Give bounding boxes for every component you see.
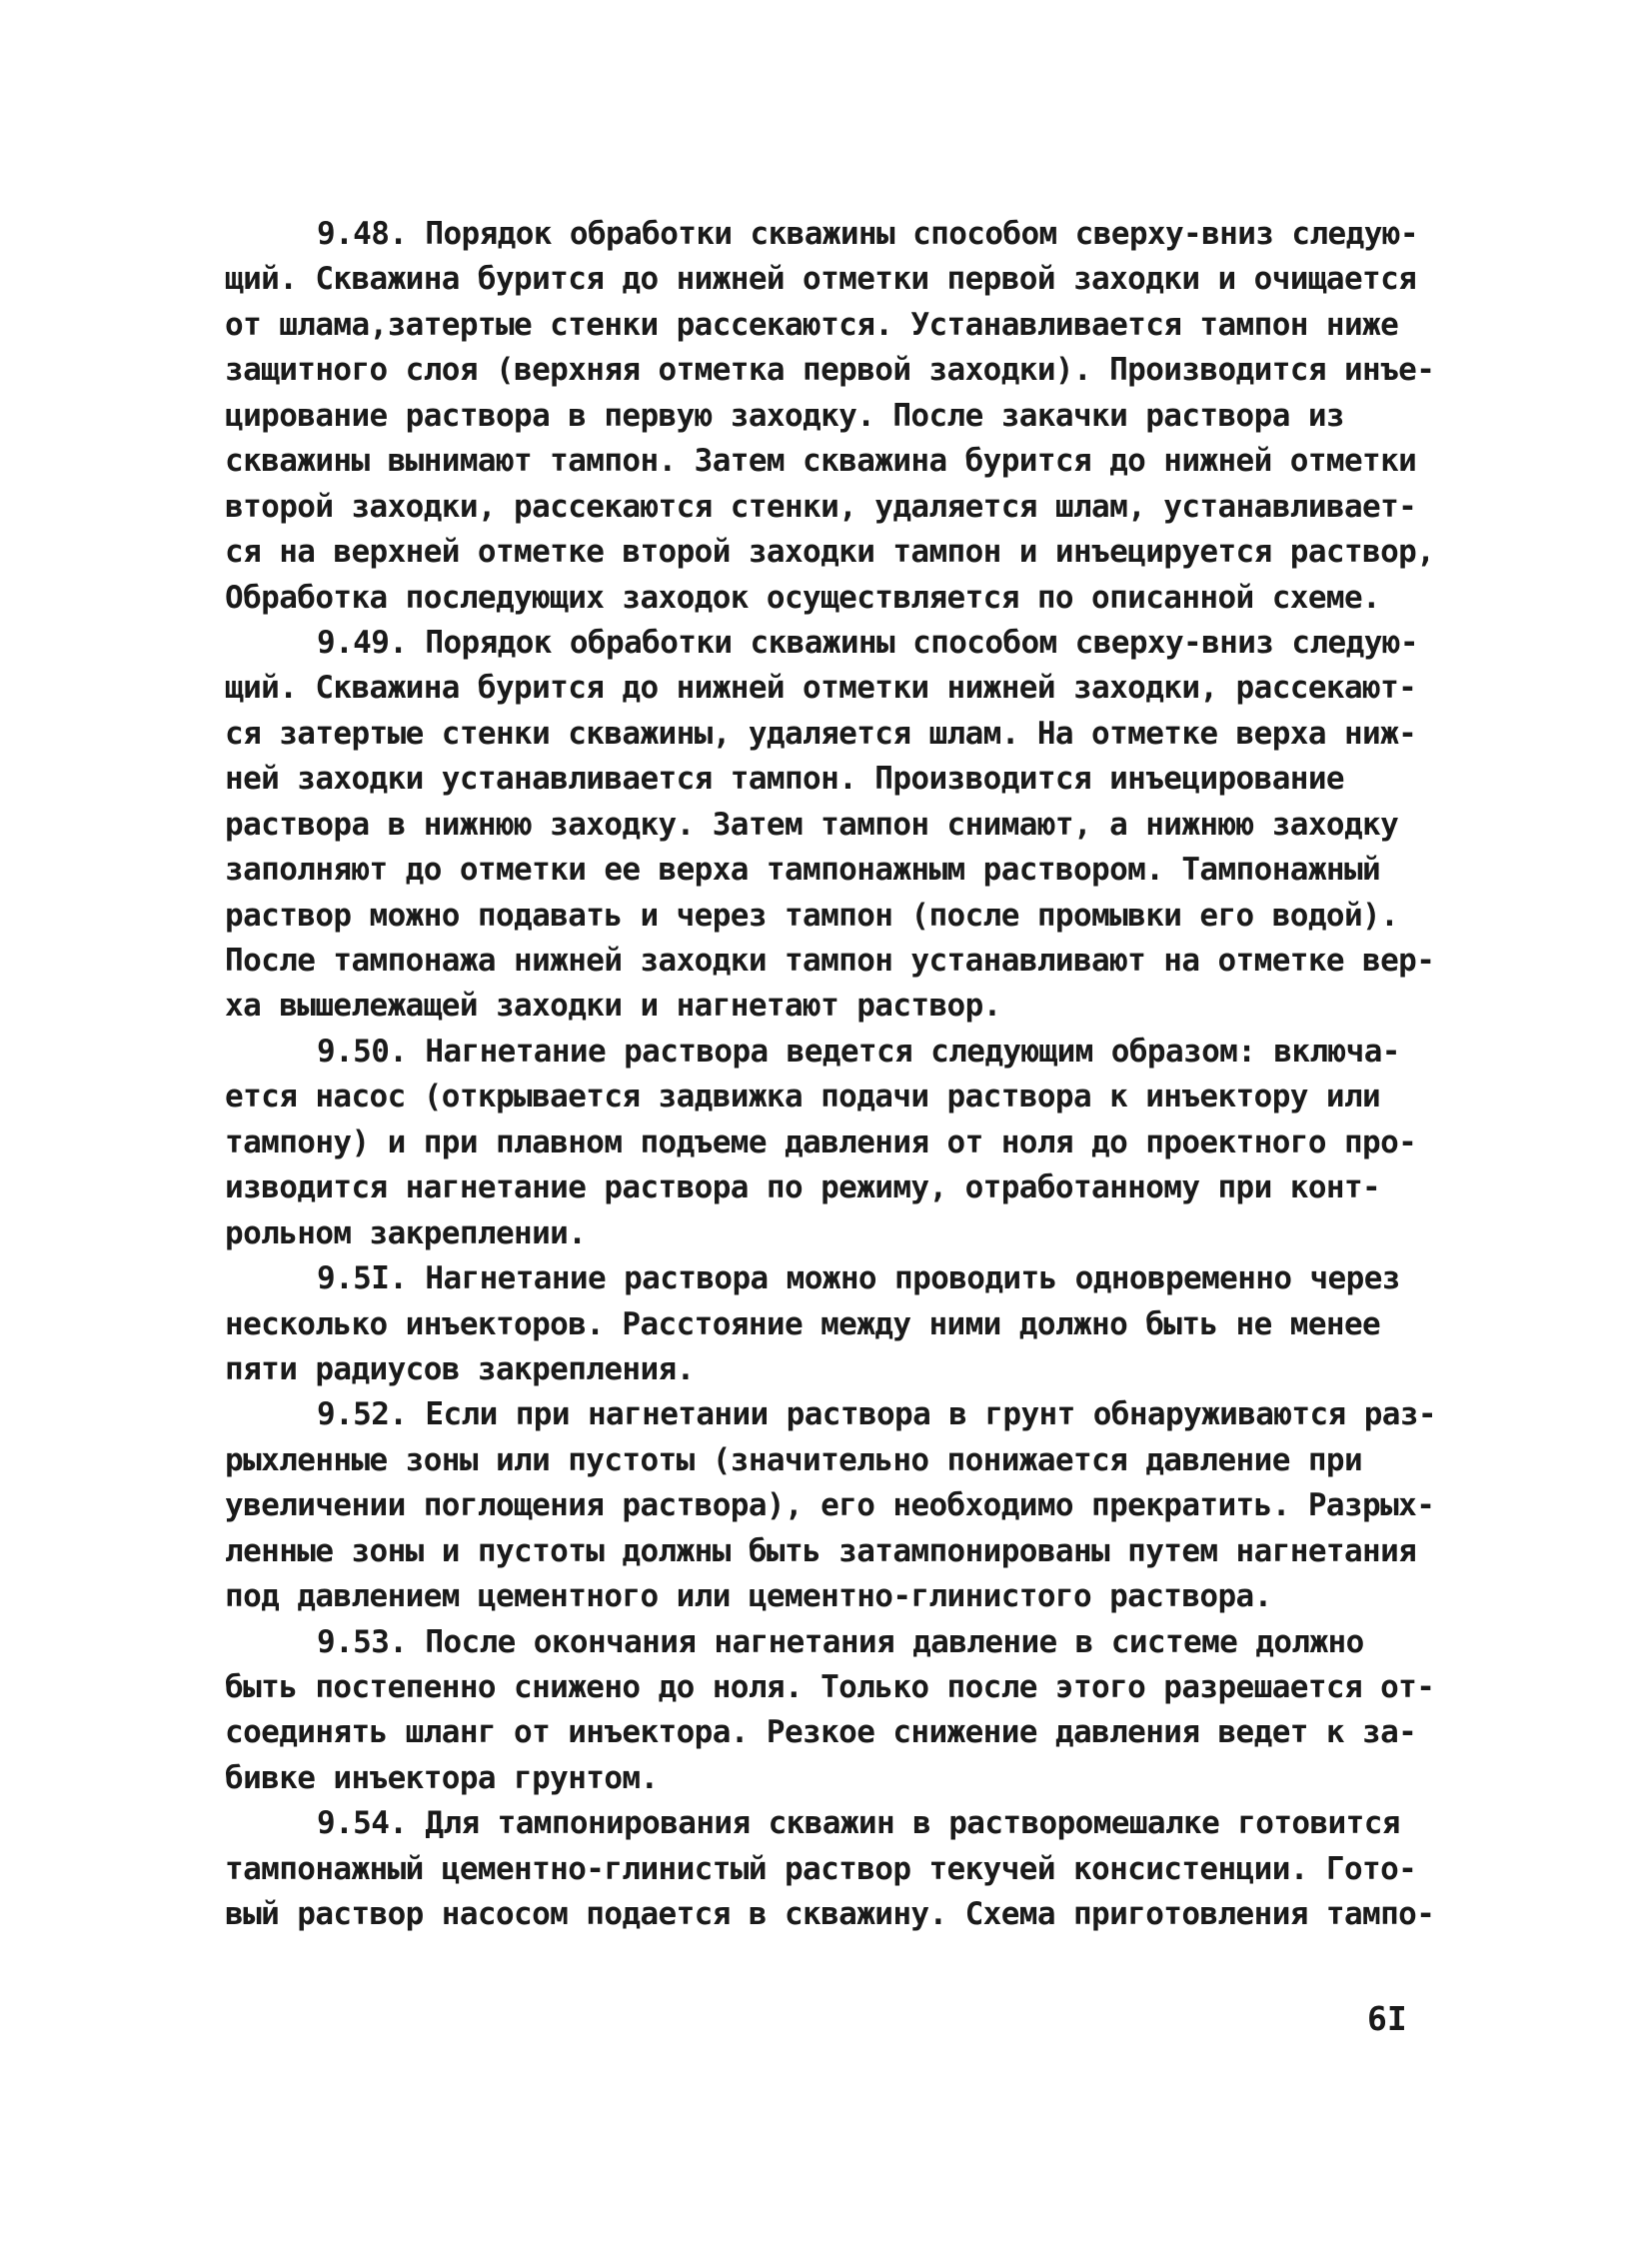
text-line: 9.52. Если при нагнетании раствора в грунт обнаруживаются раз- [317, 1396, 1436, 1433]
text-line: рыхленные зоны или пустоты (значительно понижается давление при [225, 1441, 1363, 1478]
text-line: После тампонажа нижней заходки тампон устанавливают на отметке вер- [225, 943, 1435, 979]
body-text [225, 212, 1434, 1938]
text-line: ха вышележащей заходки и нагнетают раствор. [225, 988, 1001, 1025]
text-line: бивке инъектора грунтом. [225, 1759, 659, 1796]
text-line: соединять шланг от инъектора. Резкое снижение давления ведет к за- [225, 1714, 1417, 1751]
text-line: раствор можно подавать и через тампон (после промывки его водой). [225, 897, 1399, 934]
text-line: ся на верхней отметке второй заходки тампон и инъецируется раствор, [225, 534, 1435, 571]
text-line: рольном закреплении. [225, 1214, 587, 1251]
text-line: ленные зоны и пустоты должны быть затампонированы путем нагнетания [225, 1532, 1417, 1569]
text-line: увеличении поглощения раствора), его необходимо прекратить. Разрых- [225, 1487, 1435, 1524]
text-line: изводится нагнетание раствора по режиму, отработанному при конт- [225, 1169, 1381, 1206]
text-line: тампонажный цементно-глинистый раствор текучей консистенции. Гото- [225, 1850, 1417, 1887]
text-line: вый раствор насосом подается в скважину. Схема приготовления тампо- [225, 1896, 1435, 1933]
text-line: быть постепенно снижено до ноля. Только после этого разрешается от- [225, 1669, 1435, 1705]
text-line: второй заходки, рассекаются стенки, удаляется шлам, устанавливает- [225, 488, 1417, 525]
text-line: 9.50. Нагнетание раствора ведется следующим образом: включа- [317, 1033, 1400, 1070]
text-line: 9.53. После окончания нагнетания давление в системе должно [317, 1623, 1364, 1660]
text-line: ся затертые стенки скважины, удаляется шлам. На отметке верха ниж- [225, 715, 1417, 752]
text-line: раствора в нижнюю заходку. Затем тампон снимают, а нижнюю заходку [225, 806, 1399, 843]
text-line: ней заходки устанавливается тампон. Производится инъецирование [225, 761, 1344, 798]
text-line: 9.5I. Нагнетание раствора можно проводить одновременно через [317, 1260, 1400, 1297]
text-line: от шлама,затертые стенки рассекаются. Устанавливается тампон ниже [225, 306, 1399, 343]
text-line: щий. Скважина бурится до нижней отметки нижней заходки, рассекают- [225, 670, 1417, 707]
text-line: 9.49. Порядок обработки скважины способом сверху-вниз следую- [317, 624, 1418, 661]
text-line: заполняют до отметки ее верха тампонажным раствором. Тампонажный [225, 852, 1381, 889]
text-line: пяти радиусов закрепления. [225, 1350, 695, 1387]
text-line: тампону) и при плавном подъеме давления от ноля до проектного про- [225, 1123, 1417, 1160]
text-line: под давлением цементного или цементно-глинистого раствора. [225, 1578, 1272, 1615]
text-line: 9.54. Для тампонирования скважин в растворомешалке готовится [317, 1805, 1400, 1842]
text-line: щий. Скважина бурится до нижней отметки первой заходки и очищается [225, 261, 1417, 298]
page-number: 6I [1367, 1999, 1407, 2038]
text-line: защитного слоя (верхняя отметка первой заходки). Производится инъе- [225, 352, 1435, 389]
text-line: несколько инъекторов. Расстояние между ними должно быть не менее [225, 1305, 1381, 1342]
text-line: 9.48. Порядок обработки скважины способом сверху-вниз следую- [317, 216, 1418, 252]
text-line: Обработка последующих заходок осуществляется по описанной схеме. [225, 579, 1381, 616]
text-line: цирование раствора в первую заходку. После закачки раствора из [225, 397, 1344, 434]
text-line: ется насос (открывается задвижка подачи раствора к инъектору или [225, 1079, 1381, 1116]
text-line: скважины вынимают тампон. Затем скважина бурится до нижней отметки [225, 443, 1417, 480]
